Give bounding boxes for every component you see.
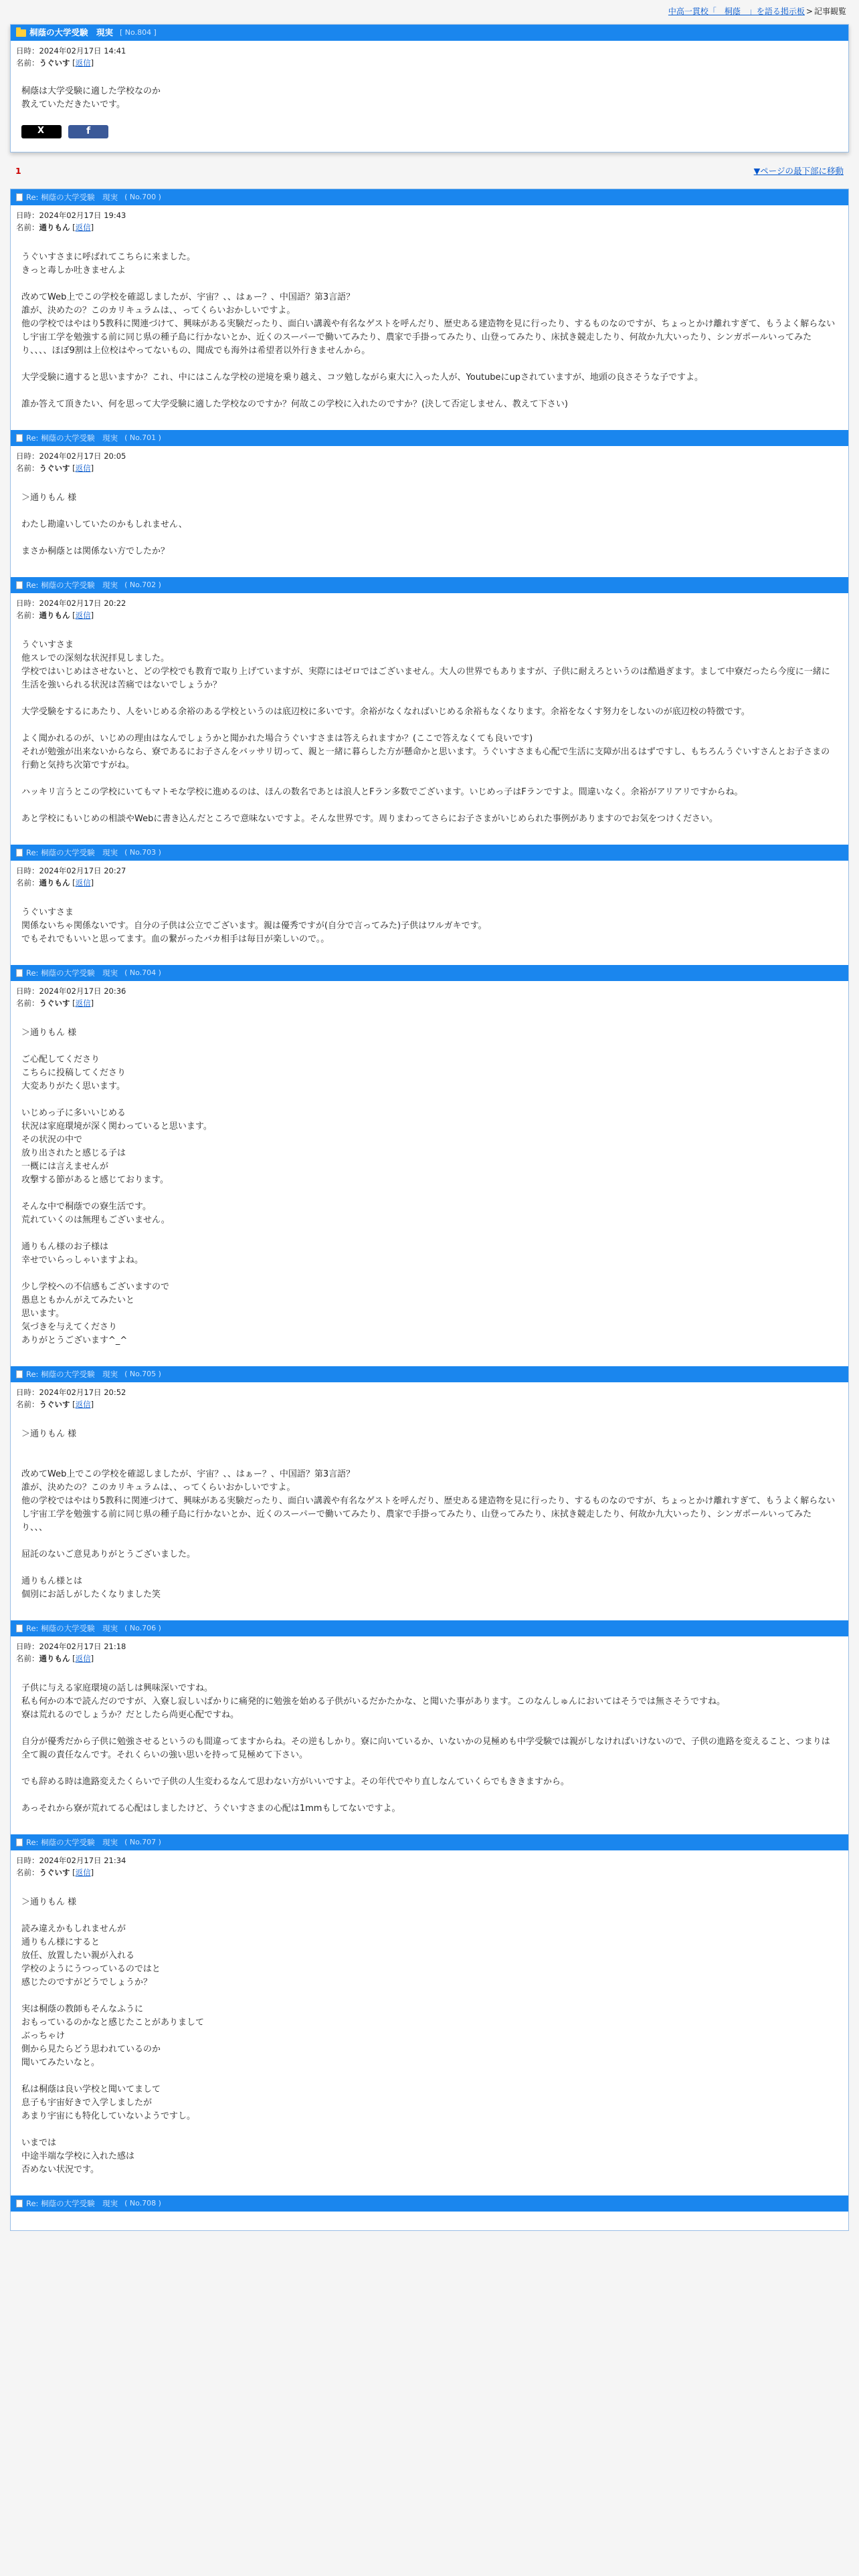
document-icon	[16, 1370, 23, 1378]
reply-author-line: 名前：うぐいす [返信]	[16, 998, 94, 1008]
reply-author-line: 名前：うぐいす [返信]	[16, 1400, 94, 1409]
reply-header	[11, 845, 848, 861]
reply-meta	[11, 1850, 848, 1879]
reply-date: 日時：2024年02月17日 20:52	[16, 1388, 126, 1397]
document-icon	[16, 581, 23, 589]
reply-author: うぐいす	[39, 998, 70, 1008]
reply-meta	[11, 1636, 848, 1665]
reply-link[interactable]: 返信	[75, 1868, 91, 1877]
reply-header	[11, 1366, 848, 1382]
topic-body: 桐蔭は大学受験に適した学校なのか 教えていただきたいです。	[21, 86, 161, 110]
reply-author: うぐいす	[39, 1400, 70, 1409]
reply-author-line: 名前：通りもん [返信]	[16, 878, 94, 887]
reply-author: 通りもん	[39, 1654, 70, 1663]
topic-post	[10, 24, 849, 152]
reply-post	[11, 1620, 848, 1834]
reply-title: Re: 桐蔭の大学受験 現実	[26, 193, 118, 202]
reply-link[interactable]: 返信	[75, 223, 91, 232]
topic-reply-link[interactable]: 返信	[75, 58, 91, 68]
reply-post	[11, 2195, 848, 2230]
reply-post	[11, 189, 848, 430]
reply-number: ( No.700 )	[124, 193, 161, 201]
reply-post	[11, 1834, 848, 2195]
reply-date: 日時：2024年02月17日 20:36	[16, 986, 126, 996]
reply-body: ＞通りもん 様 わたし勘違いしていたのかもしれません、 まさか桐蔭とは関係ない方でしたか？	[21, 493, 187, 556]
breadcrumb-separator: >	[805, 7, 813, 16]
reply-number: ( No.702 )	[124, 580, 161, 589]
reply-post	[11, 845, 848, 965]
reply-header	[11, 2195, 848, 2212]
reply-meta	[11, 1382, 848, 1410]
reply-number: ( No.701 )	[124, 433, 161, 442]
reply-link[interactable]: 返信	[75, 463, 91, 473]
folder-icon	[16, 29, 26, 37]
reply-body: うぐいすさま 関係ないちゃ関係ないです。自分の子供は公立でございます。親は優秀ですが(自分で言ってみた)子供はワルガキです。 でもそれでもいいと思ってます。血の繋がったバカ相手は毎日が楽しいので。。	[21, 907, 487, 944]
pager	[10, 165, 849, 178]
reply-title: Re: 桐蔭の大学受験 現実	[26, 433, 118, 443]
reply-number: ( No.704 )	[124, 968, 161, 977]
topic-title: 桐蔭の大学受験 現実	[29, 27, 114, 37]
reply-title: Re: 桐蔭の大学受験 現実	[26, 2199, 118, 2208]
page	[10, 0, 849, 2231]
document-icon	[16, 849, 23, 857]
reply-link[interactable]: 返信	[75, 611, 91, 620]
name-label: 名前：	[16, 1400, 39, 1409]
reply-date: 日時：2024年02月17日 21:34	[16, 1856, 126, 1865]
reply-author-line: 名前：うぐいす [返信]	[16, 1868, 94, 1877]
reply-post	[11, 1366, 848, 1620]
reply-number: ( No.708 )	[124, 2199, 161, 2208]
name-label: 名前：	[16, 611, 39, 620]
reply-date: 日時：2024年02月17日 20:05	[16, 451, 126, 461]
reply-author-line: 名前：うぐいす [返信]	[16, 463, 94, 473]
reply-title: Re: 桐蔭の大学受験 現実	[26, 848, 118, 857]
reply-meta	[11, 446, 848, 474]
name-label: 名前：	[16, 1868, 39, 1877]
reply-date: 日時：2024年02月17日 20:27	[16, 866, 126, 875]
reply-author: 通りもん	[39, 878, 70, 887]
reply-link[interactable]: 返信	[75, 998, 91, 1008]
jump-to-bottom-link[interactable]: ▼ページの最下部に移動	[753, 166, 844, 176]
name-label: 名前：	[16, 878, 39, 887]
document-icon	[16, 969, 23, 977]
reply-title: Re: 桐蔭の大学受験 現実	[26, 580, 118, 590]
reply-thread	[10, 189, 849, 2231]
name-label: 名前：	[16, 58, 39, 68]
reply-author-line: 名前：通りもん [返信]	[16, 611, 94, 620]
reply-link[interactable]: 返信	[75, 1400, 91, 1409]
breadcrumb	[10, 5, 849, 17]
document-icon	[16, 1624, 23, 1632]
reply-link[interactable]: 返信	[75, 1654, 91, 1663]
reply-link[interactable]: 返信	[75, 878, 91, 887]
reply-header	[11, 1834, 848, 1850]
topic-author-line: 名前：うぐいす [返信]	[16, 58, 94, 68]
reply-meta	[11, 205, 848, 233]
reply-title: Re: 桐蔭の大学受験 現実	[26, 1838, 118, 1847]
reply-number: ( No.703 )	[124, 848, 161, 857]
reply-body: うぐいすさまに呼ばれてこちらに来ました。 きっと毒しか吐きませんよ 改めてWeb上でこの学校を確認しましたが、宇宙？、、はぁー？、中国語？第3言語？ 誰が、決めたの？このカリキュラムは、、ってくらいおかしいですよ。 他の学校ではやはり5教科に関連づけて、興味がある実験だったり、面白い講義や有名なゲストを呼んだり、歴史ある建造物を見に行ったり、するものなのですが、ちょっとかけ離れすぎて、もうよく解らないし宇宙工学を勉強する前に同じ県の種子島に行かないとか、近くのスーパーで働いてみたり、農家で手掛ってみたり、山登ってみたり、床拭き競走したり、何故か九大いったり、シンガポールいってみたり、、、、ほぼ9割は上位校はやってないもの、聞成でも海外は希望者以外行きませんから。 大学受験に適すると思いますか？これ、中にはこんな学校の逆境を乗り越え、コツ勉しながら東大に入った人が、Youtubeにupされていますが、地頭の良さそうな子ですよ。 誰か答えて頂きたい、何を思って大学受験に適した学校なのですか？何故この学校に入れたのですか？(決して否定しません、教えて下さい)	[21, 252, 836, 409]
share-x-button[interactable]	[21, 125, 62, 138]
reply-meta	[11, 981, 848, 1009]
topic-meta	[11, 41, 848, 69]
topic-date: 日時：2024年02月17日 14:41	[16, 46, 126, 56]
breadcrumb-current: 記事観覧	[814, 7, 846, 16]
reply-body: 子供に与える家庭環境の話しは興味深いですね。 私も何かの本で読んだのですが、入寮し寂しいばかりに痛発的に勉強を始める子供がいるだかたかな、と聞いた事があります。このなんしゅんにおいてはそうでは無さそうですね。 寮は荒れるのでしょうか？だとしたら尚更心配ですね。 自分が優秀だから子供に勉強させるというのも間違ってますからね。その逆もしかり。寮に向いているか、いないかの見極めも中学受験では親がしなければいけないので、子供の進路を変えること、つまりは全て親の責任なんです。それくらいの強い思いを持って見極めて下さい。 でも辞める時は進路変えたくらいで子供の人生変わるなんて思わない方がいいですよ。その年代でやり直しなんていくらでもききますから。 あっそれから寮が荒れてる心配はしましたけど、うぐいすさまの心配は1mmもしてないですよ。	[21, 1683, 830, 1814]
reply-author: うぐいす	[39, 463, 70, 473]
reply-date: 日時：2024年02月17日 20:22	[16, 599, 126, 608]
reply-title: Re: 桐蔭の大学受験 現実	[26, 968, 118, 978]
reply-header	[11, 189, 848, 205]
document-icon	[16, 2199, 23, 2208]
reply-body: ＞通りもん 様 改めてWeb上でこの学校を確認しましたが、宇宙？、、はぁー？、中国語？第3言語？ 誰が、決めたの？このカリキュラムは、、ってくらいおかしいですよ。 他の学校ではやはり5教科に関連づけて、興味がある実験だったり、面白い講義や有名なゲストを呼んだり、歴史ある建造物を見に行ったり、するものなのですが、ちょっとかけ離れすぎて、もうよく解らないし宇宙工学を勉強する前に同じ県の種子島に行かないとか、近くのスーパーで働いてみたり、農家で手掛ってみたり、山登ってみたり、床拭き競走したり、何故か九大いったり、シンガポールいってみたり、、、 屈託のないご意見ありがとうございました。 通りもん様とは 個別にお話しがしたくなりました笑	[21, 1429, 836, 1600]
topic-author: うぐいす	[39, 58, 70, 68]
document-icon	[16, 193, 23, 201]
reply-date: 日時：2024年02月17日 19:43	[16, 211, 126, 220]
reply-body: ＞通りもん 様 読み違えかもしれませんが 通りもん様にすると 放任、放置したい親が入れる 学校のようにうつっているのではと 感じたのですがどうでしょうか？ 実は桐蔭の教師もそんなふうに おもっているのかなと感じたことがありまして ぶっちゃけ 側から見たらどう思われているのか 聞いてみたいなと。 私は桐蔭は良い学校と聞いてまして 息子も宇宙好きで入学しましたが あまり宇宙にも特化していないようですし。 いまでは 中途半端な学校に入れた感は 否めない状況です。	[21, 1897, 205, 2175]
reply-author-line: 名前：通りもん [返信]	[16, 1654, 94, 1663]
reply-author: 通りもん	[39, 223, 70, 232]
name-label: 名前：	[16, 1654, 39, 1663]
reply-header	[11, 965, 848, 981]
reply-header	[11, 430, 848, 446]
reply-number: ( No.707 )	[124, 1838, 161, 1846]
name-label: 名前：	[16, 223, 39, 232]
reply-author: うぐいす	[39, 1868, 70, 1877]
name-label: 名前：	[16, 463, 39, 473]
reply-post	[11, 577, 848, 845]
reply-number: ( No.705 )	[124, 1370, 161, 1378]
share-facebook-button[interactable]	[68, 125, 108, 138]
reply-number: ( No.706 )	[124, 1624, 161, 1632]
document-icon	[16, 1838, 23, 1846]
reply-post	[11, 965, 848, 1366]
reply-meta	[11, 593, 848, 621]
reply-body: うぐいすさま 他スレでの深刻な状況拝見しました。 学校ではいじめはさせないと、どの学校でも教育で取り上げていますが、実際にはゼロではございません。大人の世界でもありますが、子供に耐えろというのは酷過ぎます。まして中寮だったら今度に一緒に生活を強いられる状況は苦痛ではないでしょうか？ 大学受験をするにあたり、人をいじめる余裕のある学校というのは底辺校に多いです。余裕がなくなればいじめる余裕もなくなります。余裕をなくす努力をしないのが底辺校の特徴です。 よく聞かれるのが、いじめの理由はなんでしょうかと聞かれた場合うぐいすさまは答えられますか？(ここで答えなくても良いです) それが勉強が出来ないからなら、寮であるにお子さんをバッサリ切って、親と一緒に暮らした方が懸命かと思います。うぐいすさまも心配で生活に支障が出るはずですし、もちろんうぐいすさんとお子さまの行動と気持ち次第ですがね。 ハッキリ言うとこの学校にいてもマトモな学校に進めるのは、ほんの数名であとは浪人とFラン多数でございます。いじめっ子はFランですよ。間違いなく。余裕がアリアリですからね。 あと学校にもいじめの相談やWebに書き込んだところで意味ないですよ。そんな世界です。周りまわってさらにお子さまがいじめられた事例がありますのでお気をつけください。	[21, 640, 830, 824]
name-label: 名前：	[16, 998, 39, 1008]
topic-header	[11, 25, 848, 41]
reply-title: Re: 桐蔭の大学受験 現実	[26, 1624, 118, 1633]
reply-post	[11, 430, 848, 577]
reply-header	[11, 577, 848, 593]
breadcrumb-board-link[interactable]: 中高一貫校「 桐蔭 」を語る掲示板	[668, 7, 805, 16]
reply-header	[11, 1620, 848, 1636]
page-number-current[interactable]: 1	[15, 166, 21, 176]
reply-title: Re: 桐蔭の大学受験 現実	[26, 1370, 118, 1379]
document-icon	[16, 434, 23, 442]
reply-meta	[11, 861, 848, 889]
topic-number: [ No.804 ]	[120, 28, 157, 37]
reply-date: 日時：2024年02月17日 21:18	[16, 1642, 126, 1651]
reply-body: ＞通りもん 様 ご心配してくださり こちらに投稿してくださり 大変ありがたく思います。 いじめっ子に多いいじめる 状況は家庭環境が深く関わっていると思います。 その状況の中で 放り出されたと感じる子は 一概には言えませんが 攻撃する節があると感じております。 そんな中で桐蔭での寮生活です。 荒れていくのは無理もございません。 通りもん様のお子様は 幸せでいらっしゃいますよね。 少し学校への不信感もございますので 愚息ともかんがえてみたいと 思います。 気づきを与えてくださり ありがとうございます^_^	[21, 1028, 212, 1346]
reply-author-line: 名前：通りもん [返信]	[16, 223, 94, 232]
share-buttons	[11, 120, 848, 152]
reply-author: 通りもん	[39, 611, 70, 620]
